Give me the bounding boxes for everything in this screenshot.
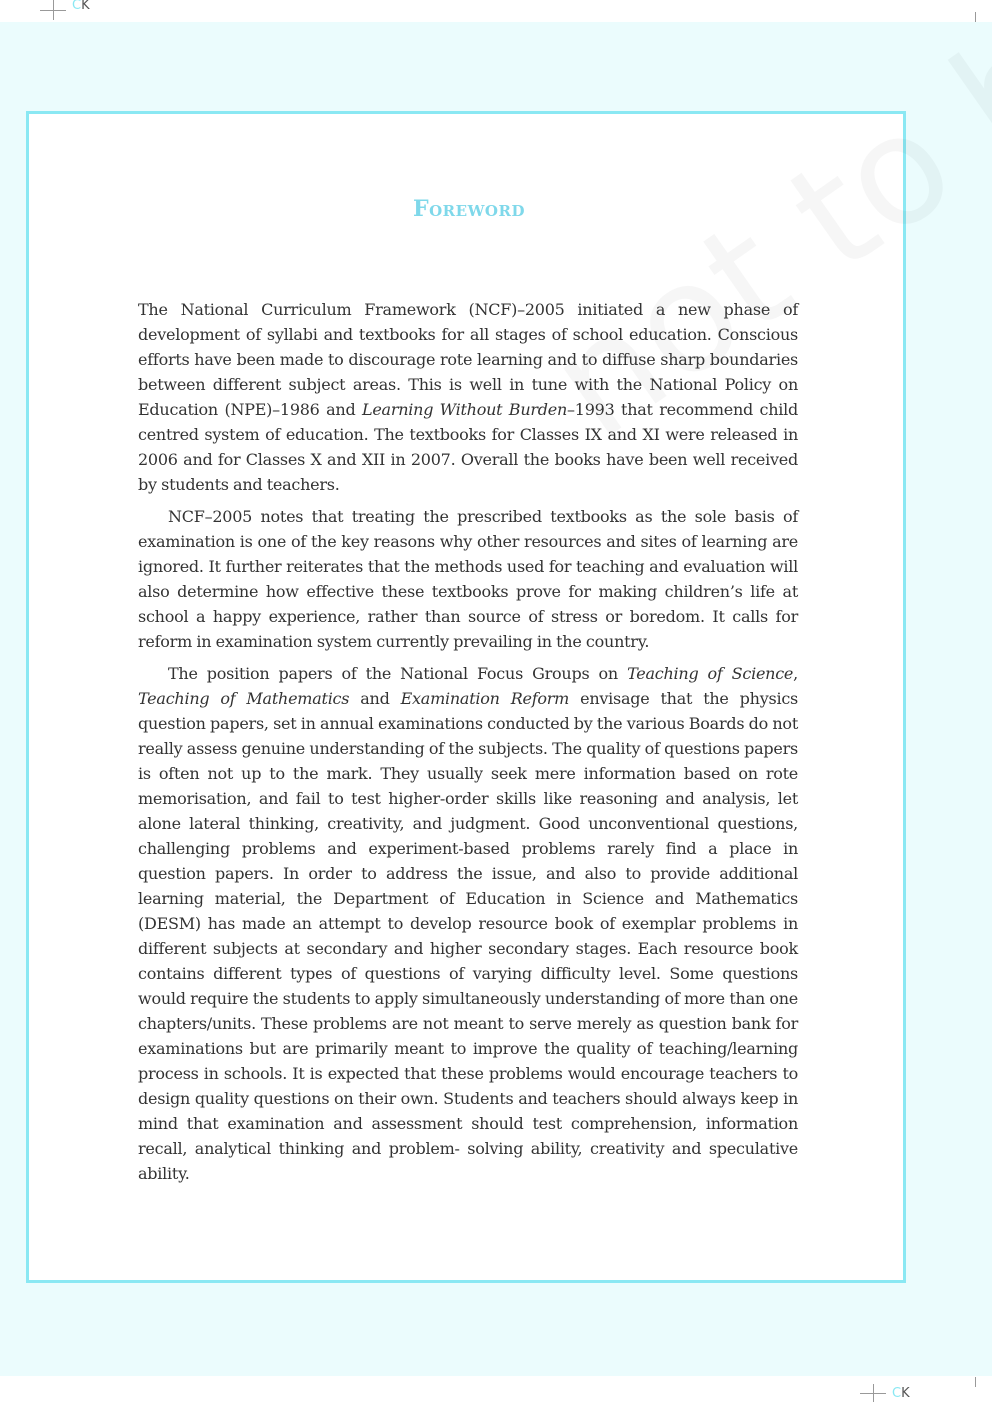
paragraph-2: NCF–2005 notes that treating the prescribed textbooks as the sole basis of examination is one of the key reasons why other resources and sites of learning are ignored. It further reiterates that the methods used for teaching and evaluation will also determine how effective these textbooks prove for making children’s life at school a happy experience, rather than source of stress or boredom. It calls for reform in examination system currently prevailing in the country. [138,507,798,651]
crop-mark-top-right [975,12,976,22]
paragraph-3: The position papers of the National Focus Groups on Teaching of Science, Teaching of Mathematics and Examination Reform envisage that the physics question papers, set in annual examinations conducted by the various Boards do not really assess genuine understanding of the subjects. The quality of questions papers is often not up to the mark. They usually seek mere information based on rote memorisation, and fail to test higher-order skills like reasoning and analysis, let alone lateral thinking, creativity, and judgment. Good unconventional questions, challenging problems and experiment-based problems rarely find a place in question papers. In order to address the issue, and also to provide additional learning material, the Department of Education in Science and Mathematics (DESM) has made an attempt to develop resource book of exemplar problems in different subjects at secondary and higher secondary stages. Each resource book contains different types of questions of varying difficulty level. Some questions would require the students to apply simultaneously understanding of more than one chapters/units. These problems are not meant to serve merely as question bank for examinations but are primarily meant to improve the quality of teaching/learning process in schools. It is expected that these problems would encourage teachers to design quality questions on their own. Students and teachers should always keep in mind that examination and assessment should test comprehension, information recall, analytical thinking and problem- solving ability, creativity and speculative ability. [138,664,798,1183]
paragraph-1: The National Curriculum Framework (NCF)–2005 initiated a new phase of development of syllabi and textbooks for all stages of school education. Conscious efforts have been made to discourage rote learning and to diffuse sharp boundaries between different subject areas. This is well in tune with the National Policy on Education (NPE)–1986 and Learning Without Burden–1993 that recommend child centred system of education. The textbooks for Classes IX and XI were released in 2006 and for Classes X and XII in 2007. Overall the books have been well received by students and teachers. [138,300,799,494]
foreword-body [138,297,798,1193]
page-title: Foreword [413,196,525,222]
